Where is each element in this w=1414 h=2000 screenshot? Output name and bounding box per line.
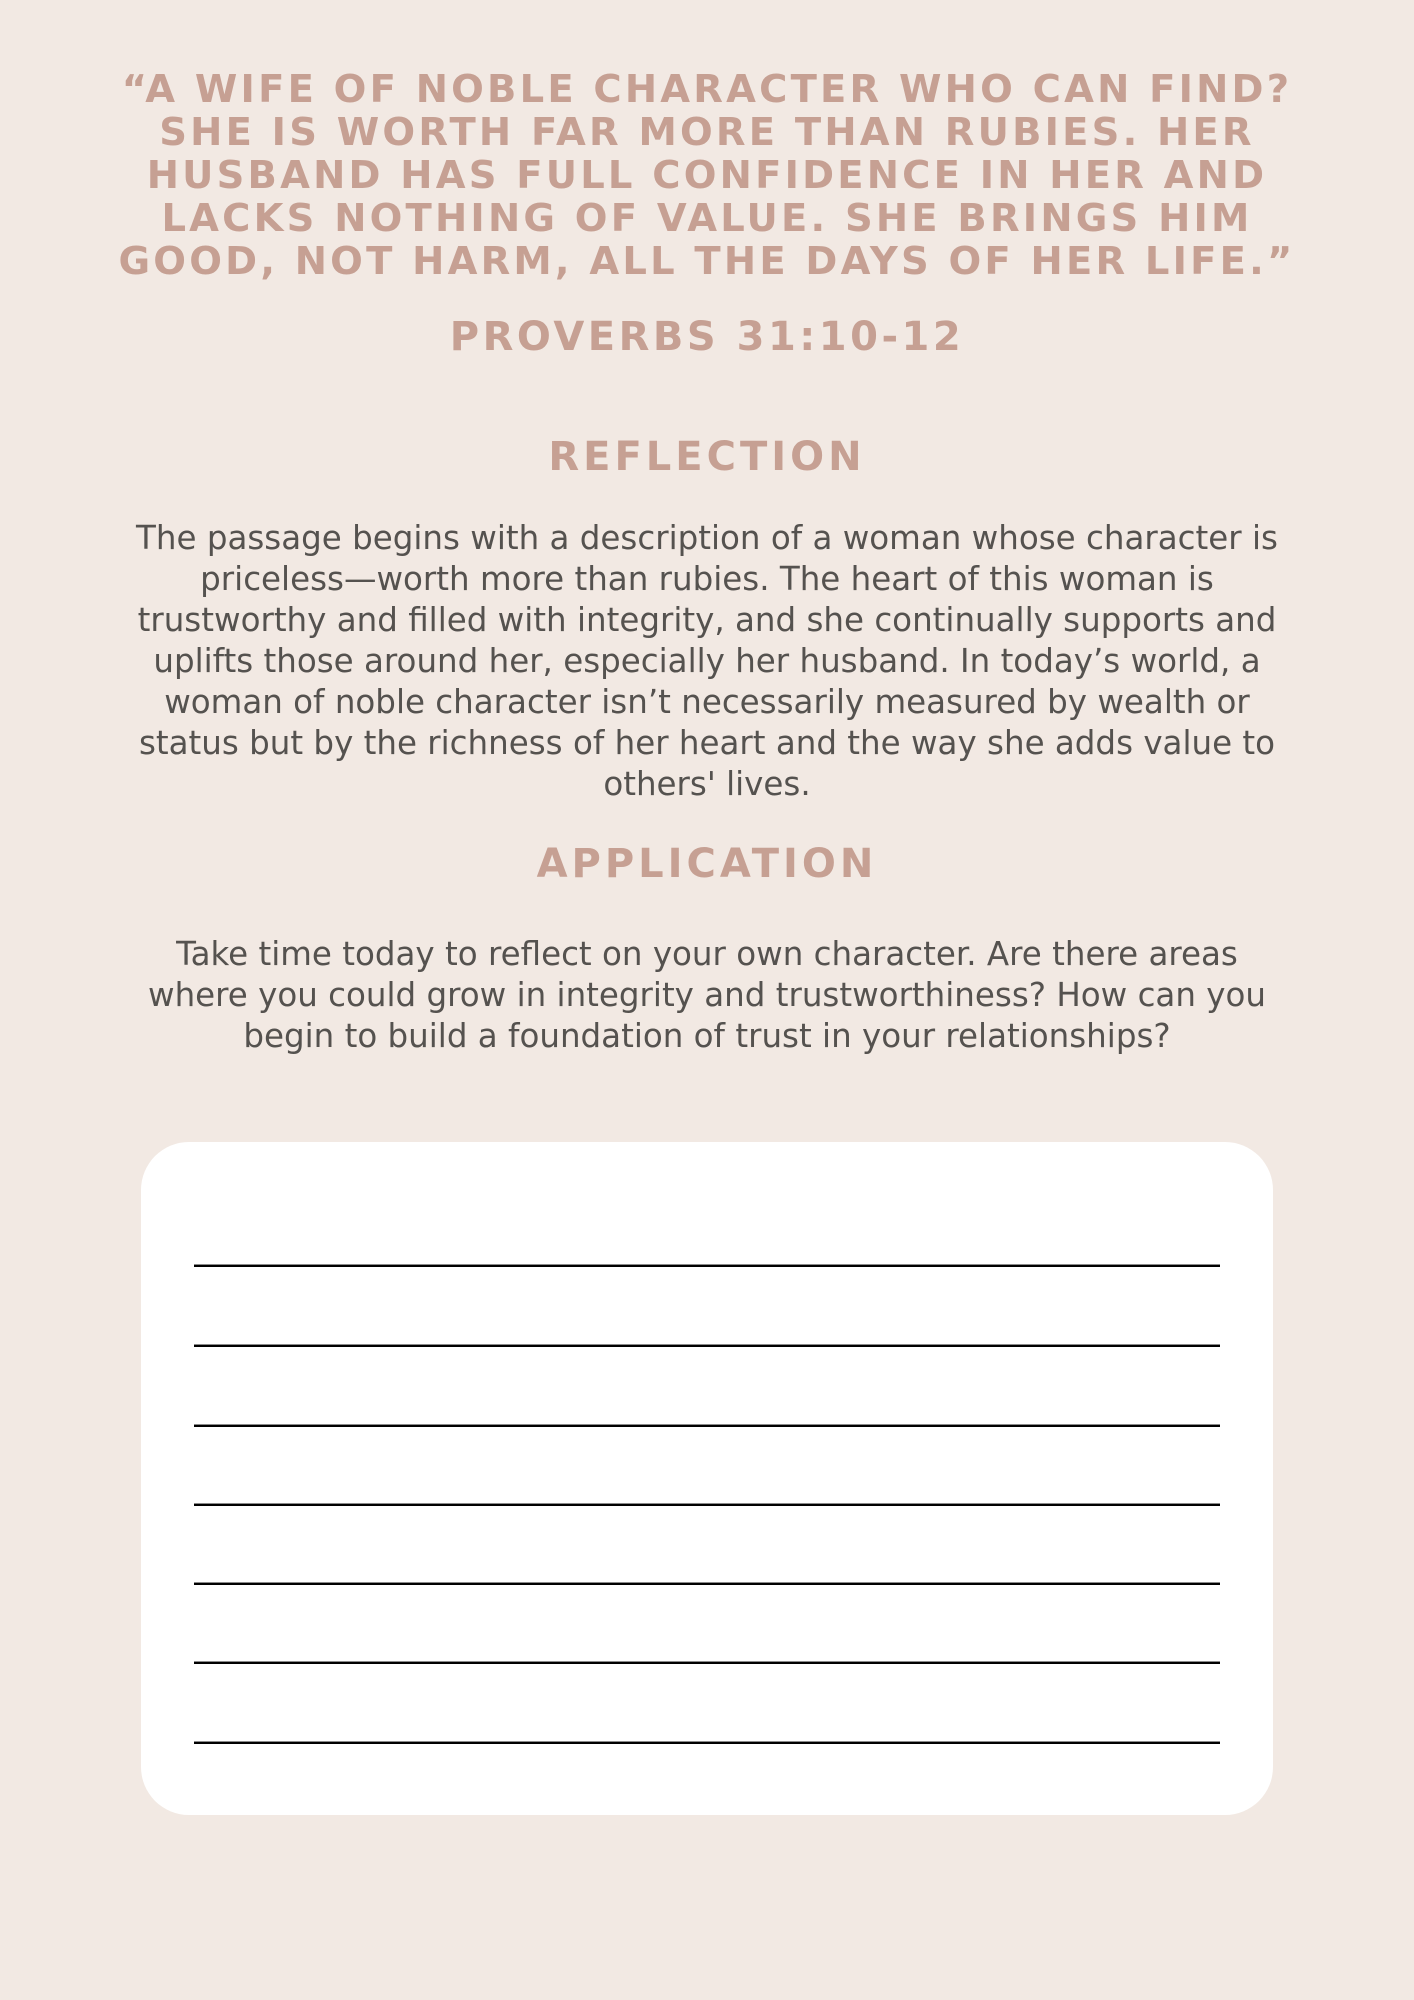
reflection-line: uplifts those around her, especially her husband. In today’s world, a — [153, 642, 1261, 680]
reflection-line: others' lives. — [603, 765, 811, 803]
quote-line: HUSBAND HAS FULL CONFIDENCE IN HER AND — [146, 153, 1268, 198]
writing-line[interactable] — [194, 1661, 1220, 1664]
writing-line[interactable] — [194, 1264, 1220, 1267]
reflection-paragraph — [70, 518, 1344, 805]
application-paragraph — [80, 934, 1334, 1057]
application-line: begin to build a foundation of trust in your relationships? — [243, 1017, 1171, 1055]
quote-line: “A WIFE OF NOBLE CHARACTER WHO CAN FIND? — [121, 67, 1293, 112]
application-heading: APPLICATION — [536, 841, 878, 887]
journal-writing-box[interactable] — [141, 1142, 1273, 1815]
writing-line[interactable] — [194, 1582, 1220, 1585]
writing-line[interactable] — [194, 1503, 1220, 1506]
reflection-line: trustworthy and filled with integrity, and she continually supports and — [137, 601, 1277, 639]
scripture-reference: PROVERBS 31:10-12 — [449, 314, 965, 360]
reflection-line: status but by the richness of her heart and the way she adds value to — [138, 724, 1276, 762]
writing-line[interactable] — [194, 1741, 1220, 1744]
scripture-quote — [60, 68, 1354, 283]
reflection-heading: REFLECTION — [548, 434, 866, 480]
quote-line: GOOD, NOT HARM, ALL THE DAYS OF HER LIFE.” — [118, 239, 1296, 284]
application-line: Take time today to reflect on your own character. Are there areas — [176, 935, 1238, 973]
writing-line[interactable] — [194, 1344, 1220, 1347]
application-line: where you could grow in integrity and trustworthiness? How can you — [147, 976, 1266, 1014]
quote-line: SHE IS WORTH FAR MORE THAN RUBIES. HER — [159, 110, 1255, 155]
reflection-line: priceless—worth more than rubies. The heart of this woman is — [200, 560, 1214, 598]
quote-line: LACKS NOTHING OF VALUE. SHE BRINGS HIM — [161, 196, 1253, 241]
reflection-line: The passage begins with a description of a woman whose character is — [136, 519, 1278, 557]
reflection-line: woman of noble character isn’t necessarily measured by wealth or — [164, 683, 1250, 721]
writing-line[interactable] — [194, 1424, 1220, 1427]
